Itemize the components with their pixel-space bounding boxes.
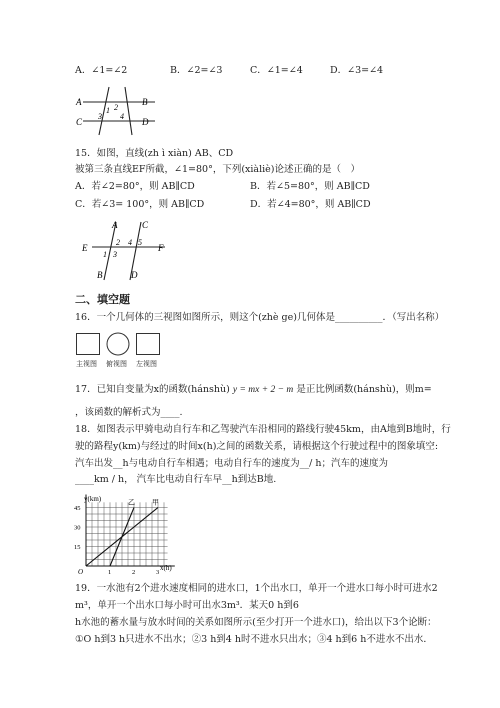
x-tick-label: 1	[108, 569, 112, 576]
top-view-circle	[106, 332, 130, 356]
q15-option-b: B．若∠5=80°，则 AB∥CD	[250, 181, 370, 192]
side-view-label: 左视图	[136, 360, 157, 368]
q15-angle-3: 3	[113, 250, 117, 259]
x-tick-label: 3	[156, 569, 160, 576]
x-tick-label: 2	[132, 569, 136, 576]
q15-angle-5: 5	[138, 238, 142, 247]
q14-option-b: B．∠2=∠3	[170, 65, 223, 76]
q16-line: 16．一个几何体的三视图如图所示，则这个(zhè ge)几何体是__________．（写出名称）	[75, 312, 445, 323]
q15-label-e: E	[82, 243, 88, 253]
q18-line2: 驶的路程y(km)与经过的时间x(h)之间的函数关系，请根据这个行驶过程中的图象填空:	[75, 441, 439, 452]
y-tick-label: 30	[74, 524, 81, 532]
q19-line2: m³，单开一个出水口每小时可出水3m³．某天0 h到6	[75, 600, 299, 611]
chart-origin: O	[78, 568, 84, 576]
q14-angle-1: 1	[106, 106, 110, 115]
y-tick-label: 15	[74, 544, 81, 551]
q14-option-c: C．∠1=∠4	[250, 65, 303, 76]
q14-label-a: A	[76, 97, 82, 107]
q19-line3: h水池的蓄水量与放水时间的关系如图所示(至少打开一个进水口)，给出以下3个论断：	[75, 617, 437, 628]
q18-chart	[70, 494, 170, 584]
q15-option-a: A．若∠2=80°，则 AB∥CD	[75, 181, 195, 192]
q15-label-a: A	[112, 220, 118, 230]
front-view-box	[76, 333, 100, 355]
q18-line4: ____km / h， 汽车比电动自行车早__h到达B地.	[75, 474, 277, 485]
chart-ylabel: y(km)	[84, 495, 102, 503]
q14-option-d: D．∠3=∠4	[330, 65, 384, 76]
q15-label-d: D	[131, 270, 138, 280]
q17-text-a: 17．已知自变量为x的函数(hánshù)	[75, 384, 230, 395]
q15-label-f: F	[158, 243, 164, 253]
section-title: 二、填空题	[75, 293, 130, 306]
chart-xlabel: x(h)	[160, 564, 172, 572]
q14-angle-4: 4	[120, 112, 124, 121]
q18-line3: 汽车出发__h与电动自行车相遇；电动自行车的速度为__/ h；汽车的速度为	[75, 458, 388, 469]
q14-label-b: B	[142, 97, 148, 107]
q15-angle-1: 1	[103, 250, 107, 259]
q14-angle-2: 2	[114, 103, 118, 112]
series-label-1: 乙	[128, 498, 135, 507]
y-tick-label: 45	[74, 505, 81, 512]
q14-angle-3: 3	[98, 112, 102, 121]
q17-line1	[75, 384, 432, 396]
q15-option-c: C．若∠3= 100°，则 AB∥CD	[75, 199, 205, 210]
front-view-label: 主视图	[76, 360, 97, 368]
q19-line4: ①O h到3 h只进水不出水；②3 h到4 h时不进水只出水；③4 h到6 h不进水不出水．	[75, 634, 433, 645]
side-view-box	[136, 333, 160, 355]
q15-line1: 15．如图，直线(zh ì xiàn) AB、CD	[75, 148, 234, 159]
top-view-label: 俯视图	[106, 360, 127, 368]
q19-line1: 19．一水池有2个进水速度相同的进水口，1个出水口，单开一个进水口每小时可进水2	[75, 583, 438, 594]
q15-line2: 被第三条直线EF所截，∠1=80°，下列(xiàliè)论述正确的是（ ）	[75, 164, 361, 175]
q15-angle-2: 2	[116, 238, 120, 247]
q15-option-d: D．若∠4=80°，则 AB∥CD	[250, 199, 371, 210]
q14-label-c: C	[76, 117, 83, 127]
chart-series	[86, 499, 159, 567]
q15-label-c: C	[142, 220, 149, 230]
q14-figure	[75, 85, 155, 145]
q14-label-d: D	[142, 117, 149, 127]
q18-line1: 18．如图表示甲骑电动自行车和乙驾驶汽车沿相同的路线行驶45km，由A地到B地时，行	[75, 424, 451, 435]
q15-figure	[80, 218, 170, 283]
q14-option-a: A．∠1=∠2	[75, 65, 128, 76]
q17-text-b: 是正比例函数(hánshù)，则m=	[296, 384, 432, 395]
q17-line2: ，该函数的解析式为____.	[75, 407, 183, 418]
q15-label-b: B	[97, 270, 103, 280]
series-label-2: 甲	[152, 498, 159, 507]
q17-formula: y = mx + 2 − m	[232, 385, 294, 395]
q15-angle-4: 4	[128, 238, 132, 247]
